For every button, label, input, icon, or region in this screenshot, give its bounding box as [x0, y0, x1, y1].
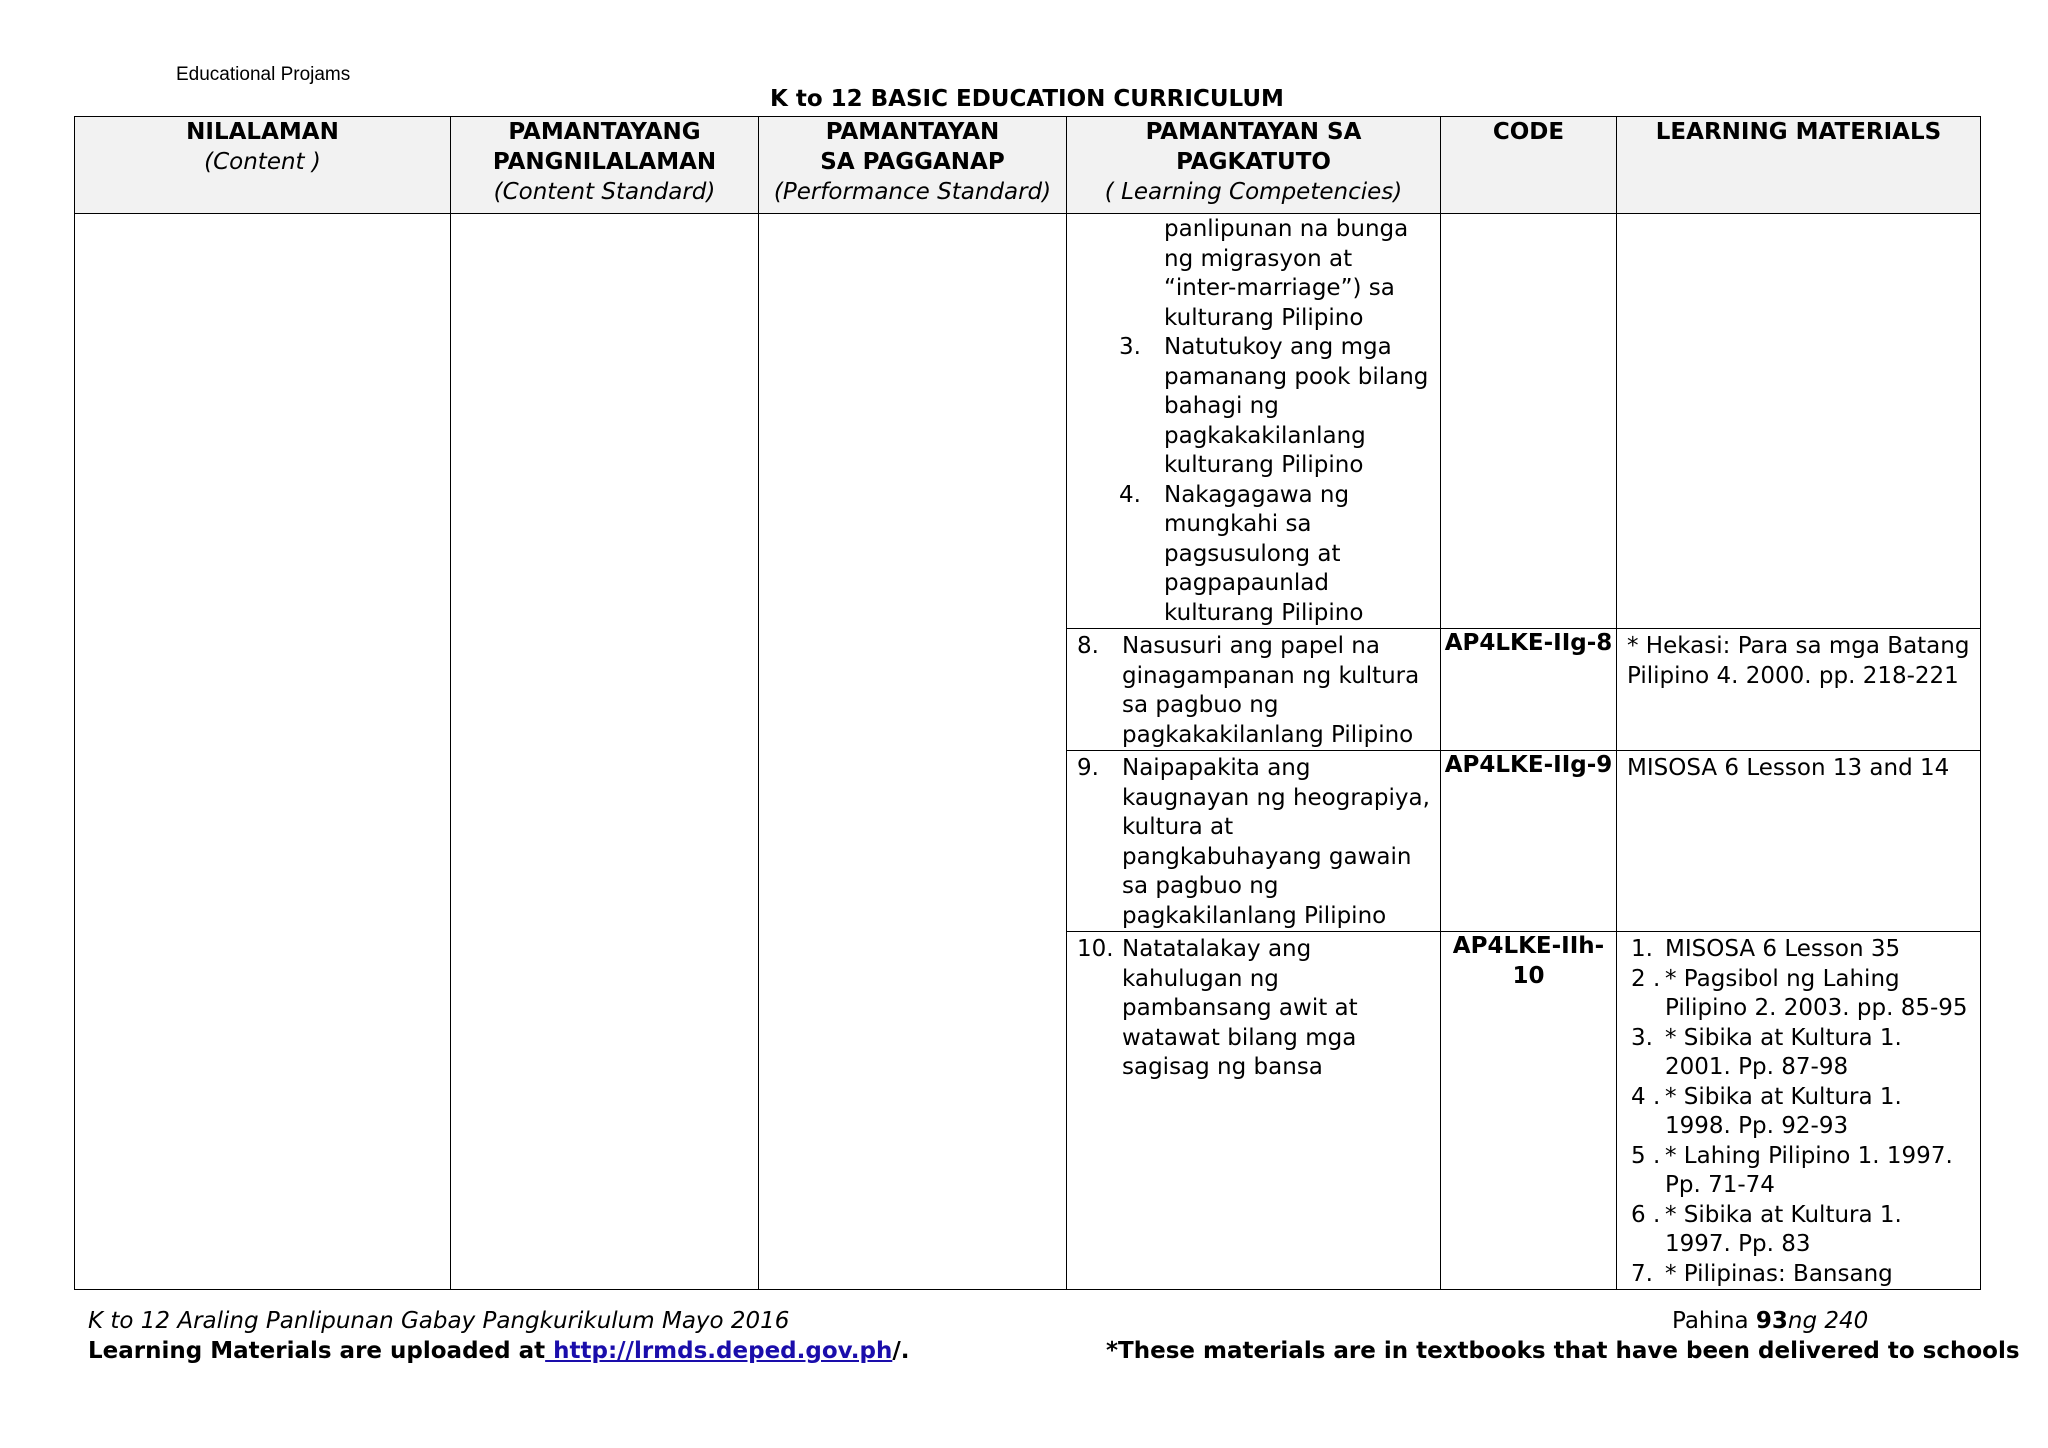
upload-note: Learning Materials are uploaded at http://lrmds.deped.gov.ph/.	[88, 1338, 910, 1364]
col-header-performance-standard: PAMANTAYAN SA PAGGANAP (Performance Standard)	[759, 117, 1067, 214]
list-item: 3. * Sibika at Kultura 1. 2001. Pp. 87-98	[1631, 1024, 1902, 1080]
performance-standard-cell	[759, 214, 1067, 1290]
materials-cell: MISOSA 6 Lesson 13 and 14	[1617, 751, 1981, 932]
code-cell	[1441, 214, 1617, 629]
materials-cell	[1617, 214, 1981, 629]
curriculum-table	[74, 116, 1981, 1290]
list-item: 5 . * Lahing Pilipino 1. 1997. Pp. 71-74	[1631, 1142, 1953, 1198]
list-item: 4. Nakagagawa ng mungkahi sa pagsusulong at pagpapaunlad kulturang Pilipino	[1119, 481, 1364, 626]
list-item: 7. * Pilipinas: Bansang	[1631, 1260, 1893, 1287]
content-cell	[75, 214, 451, 1290]
col-header-learning-competencies: PAMANTAYAN SA PAGKATUTO ( Learning Competencies)	[1067, 117, 1441, 214]
materials-cell: * Hekasi: Para sa mga Batang Pilipino 4. 2000. pp. 218-221	[1617, 629, 1981, 751]
list-item: 4 . * Sibika at Kultura 1. 1998. Pp. 92-93	[1631, 1083, 1902, 1139]
document-title: K to 12 BASIC EDUCATION CURRICULUM	[770, 86, 1284, 112]
col-header-content: NILALAMAN (Content )	[75, 117, 451, 214]
materials-cell	[1617, 932, 1981, 1290]
list-item: 2 . * Pagsibol ng Lahing Pilipino 2. 2003. pp. 85-95	[1631, 965, 1968, 1021]
competency-continuation-cell	[1067, 214, 1441, 629]
list-item: 6 . * Sibika at Kultura 1. 1997. Pp. 83	[1631, 1201, 1902, 1257]
col-header-code: CODE	[1441, 117, 1617, 214]
competency-cell: 10. Natatalakay ang kahulugan ng pambansang awit at watawat bilang mga sagisag ng bansa	[1067, 932, 1441, 1290]
lrmds-link[interactable]: http://lrmds.deped.gov.ph	[545, 1338, 893, 1364]
code-cell: AP4LKE-IIh-10	[1441, 932, 1617, 1290]
list-item: 1. MISOSA 6 Lesson 35	[1631, 936, 1901, 962]
curriculum-guide-footer: K to 12 Araling Panlipunan Gabay Pangkurikulum Mayo 2016	[88, 1308, 790, 1334]
col-header-content-standard: PAMANTAYANG PANGNILALAMAN (Content Standard)	[451, 117, 759, 214]
content-standard-cell	[451, 214, 759, 1290]
page-number: Pahina 93ng 240	[1672, 1308, 1869, 1334]
competency-cell: 9. Naipapakita ang kaugnayan ng heograpiya, kultura at pangkabuhayang gawain sa pagbuo ng pagkakilanlang Pilipino	[1067, 751, 1441, 932]
textbook-note: *These materials are in textbooks that have been delivered to schools	[1106, 1338, 2020, 1364]
competency-cell: 8. Nasusuri ang papel na ginagampanan ng kultura sa pagbuo ng pagkakakilanlang Pilipino	[1067, 629, 1441, 751]
code-cell: AP4LKE-IIg-8	[1441, 629, 1617, 751]
col-header-learning-materials: LEARNING MATERIALS	[1617, 117, 1981, 214]
table-row	[75, 214, 1981, 629]
watermark-text: Educational Projams	[176, 64, 351, 85]
code-cell: AP4LKE-IIg-9	[1441, 751, 1617, 932]
carryover-text: panlipunan na bunga ng migrasyon at “inter-marriage”) sa kulturang Pilipino	[1164, 216, 1409, 331]
list-item: 3. Natutukoy ang mga pamanang pook bilang bahagi ng pagkakakilanlang kulturang Pilipino	[1119, 334, 1429, 478]
table-header-row	[75, 117, 1981, 214]
